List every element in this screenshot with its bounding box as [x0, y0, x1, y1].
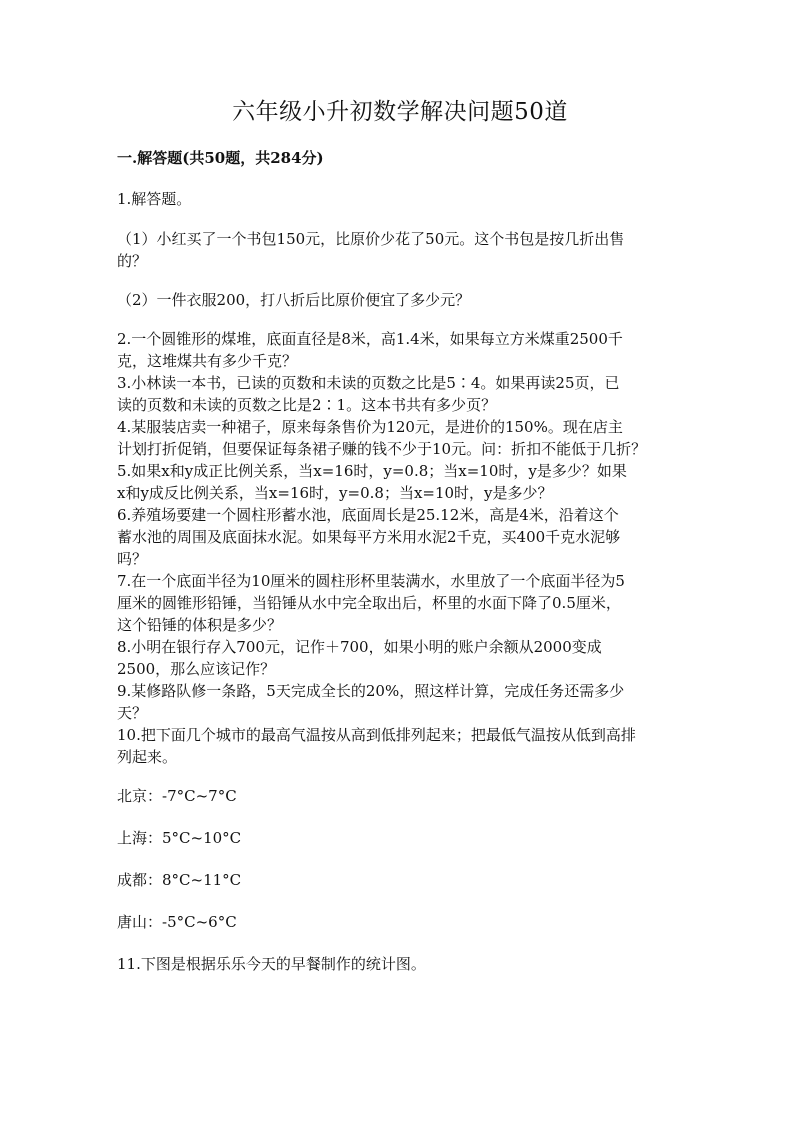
question-1-part-1-line-2: 的？ [117, 252, 148, 270]
question-9-line-2: 天？ [117, 704, 148, 722]
question-8-line-2: 2500，那么应该记作？ [117, 660, 276, 678]
question-4-line-2: 计划打折促销，但要保证每条裙子赚的钱不少于10元。问：折扣不能低于几折？ [117, 440, 647, 458]
question-7-line-3: 这个铅锤的体积是多少？ [117, 616, 283, 634]
question-1-heading: 1.解答题。 [117, 190, 192, 208]
question-6-line-3: 吗？ [117, 550, 148, 568]
question-6-line-1: 6.养殖场要建一个圆柱形蓄水池，底面周长是25.12米，高是4米，沿着这个 [117, 506, 619, 524]
question-5-line-1: 5.如果x和y成正比例关系，当x=16时，y=0.8；当x=10时，y是多少？如果 [117, 462, 627, 480]
question-8-line-1: 8.小明在银行存入700元，记作＋700，如果小明的账户余额从2000变成 [117, 638, 602, 656]
temperature-chengdu: 成都：8°C~11°C [117, 871, 242, 889]
temperature-shanghai: 上海：5°C~10°C [117, 829, 242, 847]
question-10-line-1: 10.把下面几个城市的最高气温按从高到低排列起来；把最低气温按从低到高排 [117, 726, 636, 744]
question-2-line-2: 克，这堆煤共有多少千克？ [117, 352, 298, 370]
question-7-line-1: 7.在一个底面半径为10厘米的圆柱形杯里装满水，水里放了一个底面半径为5 [117, 572, 625, 590]
question-1-part-1-line-1: （1）小红买了一个书包150元，比原价少花了50元。这个书包是按几折出售 [117, 230, 625, 248]
question-4-line-1: 4.某服装店卖一种裙子，原来每条售价为120元，是进价的150%。现在店主 [117, 418, 623, 436]
question-9-line-1: 9.某修路队修一条路，5天完成全长的20%，照这样计算，完成任务还需多少 [117, 682, 625, 700]
question-2-line-1: 2.一个圆锥形的煤堆，底面直径是8米，高1.4米，如果每立方米煤重2500千 [117, 330, 623, 348]
question-3-line-2: 读的页数和未读的页数之比是2∶1。这本书共有多少页？ [117, 396, 497, 414]
question-7-line-2: 厘米的圆锥形铅锤，当铅锤从水中完全取出后，杯里的水面下降了0.5厘米， [117, 594, 621, 612]
temperature-beijing: 北京：-7°C~7°C [117, 787, 237, 805]
temperature-tangshan: 唐山：-5°C~6°C [117, 913, 237, 931]
question-6-line-2: 蓄水池的周围及底面抹水泥。如果每平方米用水泥2千克，买400千克水泥够 [117, 528, 621, 546]
page-title: 六年级小升初数学解决问题50道 [232, 99, 568, 125]
question-5-line-2: x和y成反比例关系，当x=16时，y=0.8；当x=10时，y是多少？ [117, 484, 553, 502]
question-11-line-1: 11.下图是根据乐乐今天的早餐制作的统计图。 [117, 955, 426, 973]
question-1-part-2: （2）一件衣服200，打八折后比原价便宜了多少元？ [117, 291, 471, 309]
question-10-line-2: 列起来。 [117, 748, 178, 766]
section-heading: 一.解答题(共50题，共284分) [117, 149, 324, 167]
question-3-line-1: 3.小林读一本书，已读的页数和未读的页数之比是5∶4。如果再读25页，已 [117, 374, 620, 392]
